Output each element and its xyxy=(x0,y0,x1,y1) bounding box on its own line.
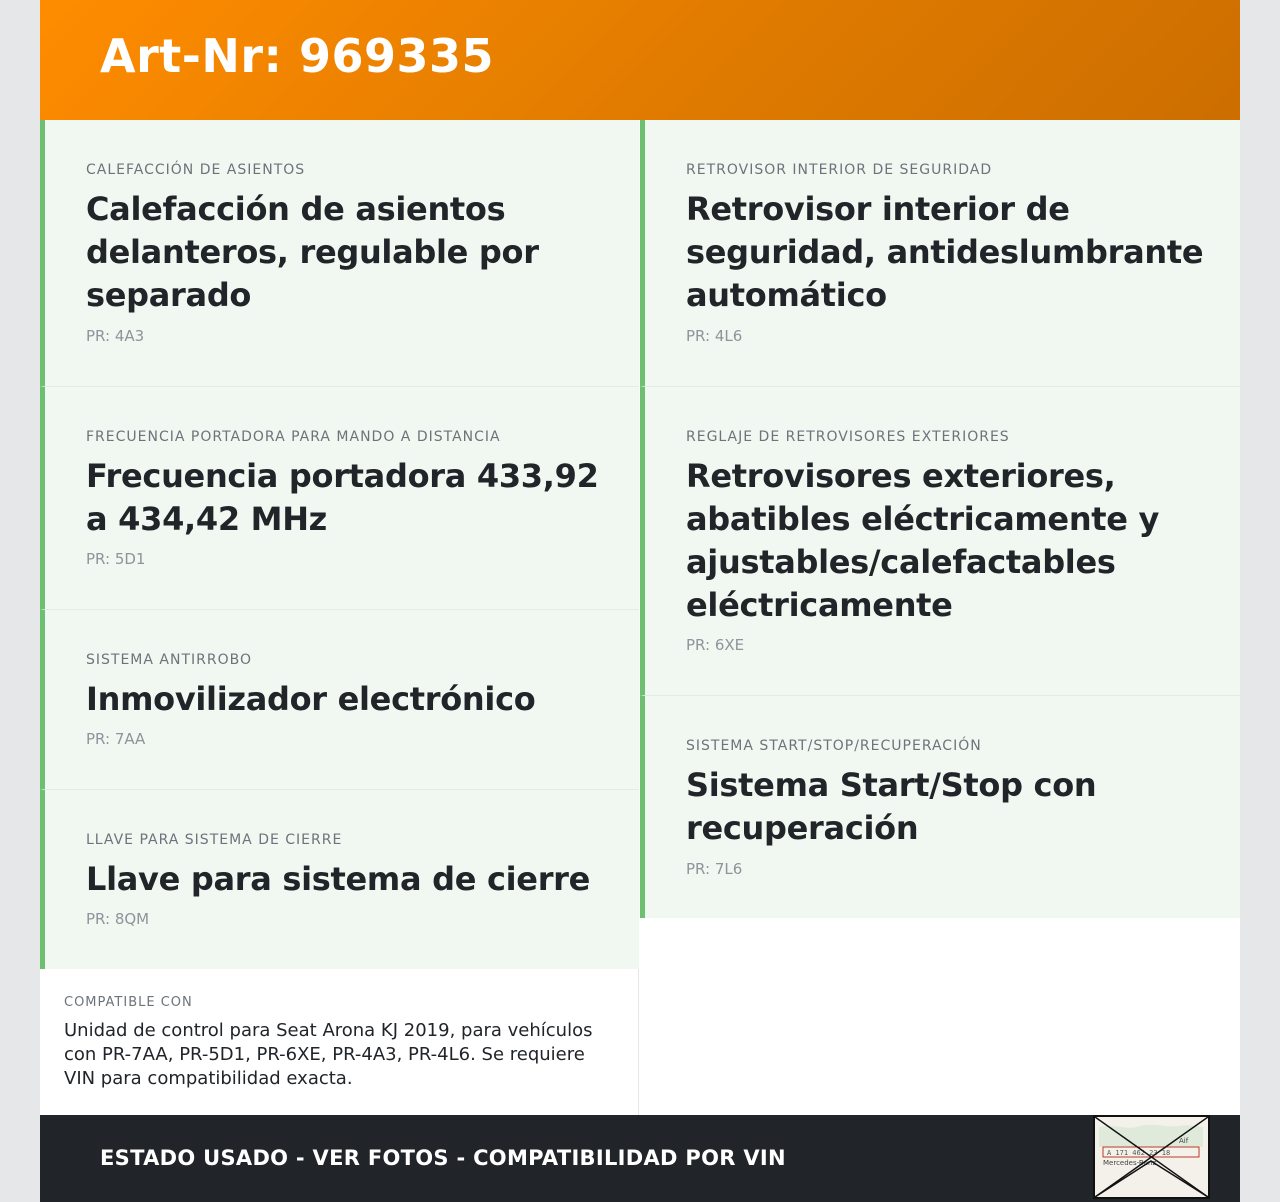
feature-pr-code: PR: 7L6 xyxy=(686,860,743,878)
article-number-title: Art-Nr: 969335 xyxy=(100,29,495,83)
envelope-icon[interactable] xyxy=(1093,1115,1210,1199)
feature-card-start-stop xyxy=(640,696,1240,918)
spec-sheet xyxy=(40,0,1240,1202)
feature-category: FRECUENCIA PORTADORA PARA MANDO A DISTANCIA xyxy=(86,429,501,445)
feature-card-lock-key xyxy=(40,790,639,970)
stamp-line1: Aif xyxy=(1179,1137,1189,1145)
compatibility-label: COMPATIBLE CON xyxy=(64,995,193,1010)
feature-category: CALEFACCIÓN DE ASIENTOS xyxy=(86,162,306,178)
feature-pr-code: PR: 5D1 xyxy=(86,550,146,568)
feature-pr-code: PR: 6XE xyxy=(686,636,745,654)
feature-value: Sistema Start/Stop con recuperación xyxy=(686,766,1097,847)
footer-notice: ESTADO USADO - VER FOTOS - COMPATIBILIDAD POR VIN xyxy=(100,1146,786,1170)
feature-category: REGLAJE DE RETROVISORES EXTERIORES xyxy=(686,429,1010,445)
feature-category: SISTEMA START/STOP/RECUPERACIÓN xyxy=(686,738,982,754)
feature-pr-code: PR: 4A3 xyxy=(86,327,145,345)
feature-value: Frecuencia portadora 433,92 a 434,42 MHz xyxy=(86,457,599,538)
feature-pr-code: PR: 4L6 xyxy=(686,327,743,345)
stamp-line2: Mercedes-Benz xyxy=(1103,1159,1157,1167)
header-banner xyxy=(40,0,1240,120)
compatibility-section xyxy=(40,969,639,1115)
feature-value: Calefacción de asientos delanteros, regulable por separado xyxy=(86,190,539,314)
feature-category: RETROVISOR INTERIOR DE SEGURIDAD xyxy=(686,162,993,178)
feature-category: SISTEMA ANTIRROBO xyxy=(86,652,252,668)
feature-pr-code: PR: 7AA xyxy=(86,730,146,748)
feature-value: Retrovisor interior de seguridad, antideslumbrante automático xyxy=(686,190,1204,314)
feature-value: Llave para sistema de cierre xyxy=(86,860,591,898)
feature-value: Retrovisores exteriores, abatibles eléctricamente y ajustables/calefactables eléctricamente xyxy=(686,457,1160,624)
footer-bar xyxy=(40,1115,1240,1202)
feature-card-remote-frequency xyxy=(40,387,639,610)
stamp-code: A 171 462 23 18 xyxy=(1107,1149,1171,1157)
feature-pr-code: PR: 8QM xyxy=(86,910,150,928)
feature-category: LLAVE PARA SISTEMA DE CIERRE xyxy=(86,832,343,848)
envelope-graphic xyxy=(1095,1117,1208,1197)
feature-card-interior-mirror xyxy=(640,120,1240,387)
feature-card-anti-theft xyxy=(40,610,639,790)
feature-card-exterior-mirrors xyxy=(640,387,1240,696)
feature-value: Inmovilizador electrónico xyxy=(86,680,536,718)
compatibility-text: Unidad de control para Seat Arona KJ 2019, para vehículos con PR-7AA, PR-5D1, PR-6XE, PR-4A3, PR-4L6. Se requiere VIN para compatibilidad exacta. xyxy=(64,1020,593,1089)
feature-card-seat-heating xyxy=(40,120,639,387)
